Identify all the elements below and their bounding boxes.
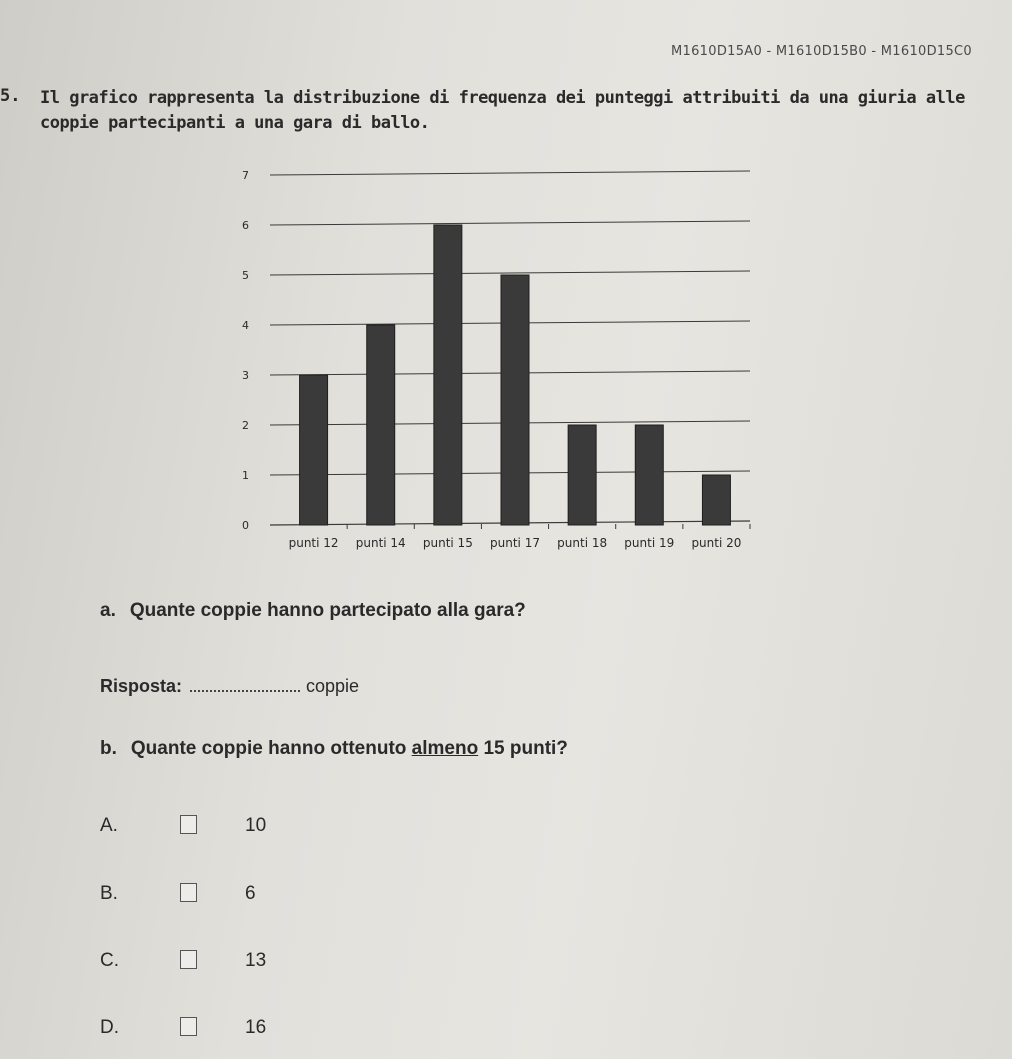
y-tick-label: 1 bbox=[242, 469, 249, 482]
option-d-value: 16 bbox=[245, 1017, 267, 1038]
y-tick-label: 7 bbox=[242, 169, 249, 182]
answer-blank[interactable] bbox=[190, 690, 300, 692]
x-tick-label: punti 17 bbox=[490, 536, 540, 550]
gridline-6 bbox=[270, 221, 750, 225]
option-a-checkbox[interactable] bbox=[180, 815, 197, 834]
question-b-letter: b. bbox=[100, 738, 117, 759]
question-b-text-after: 15 punti? bbox=[478, 738, 568, 759]
bar-punti-12 bbox=[300, 375, 328, 525]
answer-unit: coppie bbox=[306, 676, 360, 696]
option-a-value: 10 bbox=[245, 815, 267, 836]
gridline-7 bbox=[270, 171, 750, 175]
bar-punti-20 bbox=[702, 475, 730, 525]
question-b-text-before: Quante coppie hanno ottenuto bbox=[130, 738, 412, 759]
question-a-letter: a. bbox=[100, 600, 116, 621]
option-a-letter: A. bbox=[100, 815, 118, 836]
option-b-checkbox[interactable] bbox=[180, 883, 197, 902]
x-tick-label: punti 19 bbox=[624, 536, 675, 550]
exercise-number: 5. bbox=[0, 86, 21, 106]
question-b-underlined: almeno bbox=[411, 738, 479, 759]
gridline-5 bbox=[270, 271, 750, 275]
answer-row bbox=[100, 676, 359, 697]
x-tick-label: punti 14 bbox=[355, 536, 406, 550]
y-tick-label: 3 bbox=[242, 369, 249, 382]
frequency-bar-chart bbox=[210, 150, 770, 580]
x-tick-label: punti 20 bbox=[691, 536, 742, 550]
x-tick-label: punti 18 bbox=[557, 536, 608, 550]
x-tick-label: punti 12 bbox=[288, 536, 339, 550]
option-d-checkbox[interactable] bbox=[180, 1017, 197, 1036]
y-tick-label: 2 bbox=[242, 419, 249, 432]
y-tick-label: 5 bbox=[242, 269, 249, 282]
option-c-value: 13 bbox=[245, 950, 267, 971]
bar-punti-19 bbox=[635, 425, 663, 525]
option-b-value: 6 bbox=[245, 883, 256, 904]
option-c-letter: C. bbox=[100, 950, 119, 971]
question-a-text: Quante coppie hanno partecipato alla gara? bbox=[129, 600, 526, 621]
answer-label: Risposta: bbox=[100, 676, 183, 696]
exercise-intro: Il grafico rappresenta la distribuzione di frequenza dei punteggi attribuiti da una giuria alle coppie partecipanti a una gara di ballo. bbox=[40, 88, 965, 133]
x-tick-label: punti 15 bbox=[422, 536, 473, 550]
y-tick-label: 4 bbox=[242, 319, 249, 332]
option-d-letter: D. bbox=[100, 1017, 119, 1038]
bar-punti-15 bbox=[434, 225, 462, 525]
question-b bbox=[100, 738, 568, 760]
bar-punti-14 bbox=[367, 325, 395, 525]
option-b-letter: B. bbox=[100, 883, 118, 904]
bar-punti-17 bbox=[501, 275, 529, 525]
question-a bbox=[100, 600, 526, 622]
option-c-checkbox[interactable] bbox=[180, 950, 197, 969]
y-tick-label: 0 bbox=[242, 519, 249, 532]
y-tick-label: 6 bbox=[242, 219, 249, 232]
bar-punti-18 bbox=[568, 425, 596, 525]
test-code: M1610D15A0 - M1610D15B0 - M1610D15C0 bbox=[671, 44, 972, 59]
